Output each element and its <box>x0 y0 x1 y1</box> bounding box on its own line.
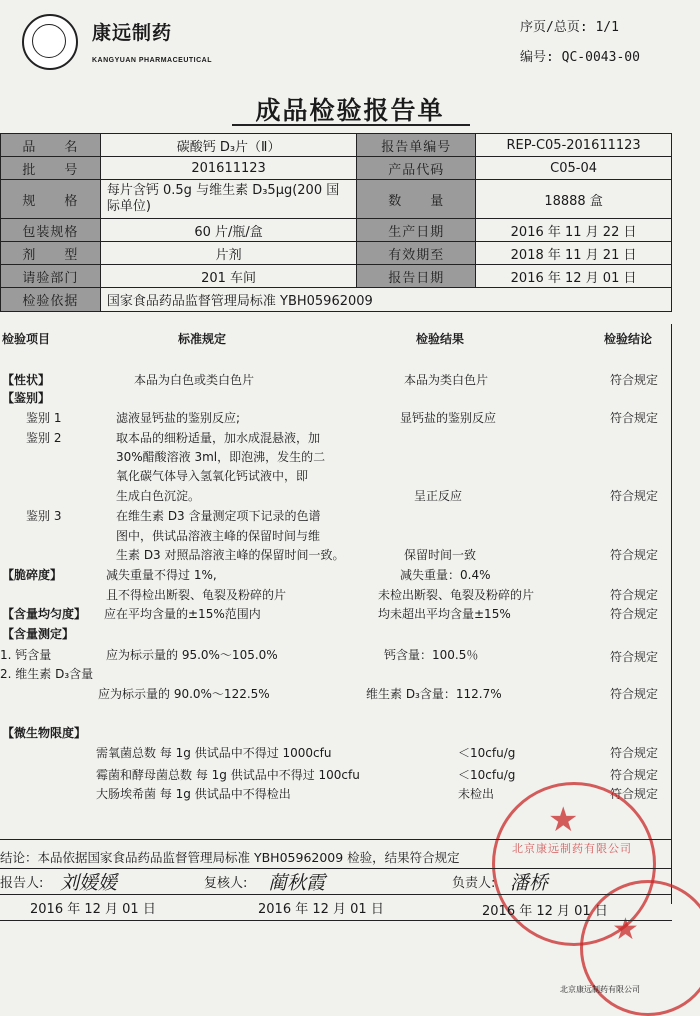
qty-label: 数 量 <box>357 180 476 219</box>
col-result-header: 检验结果 <box>416 332 465 346</box>
res-friability-line2: 未检出断裂、龟裂及粉碎的片 <box>378 588 535 602</box>
std-uniformity: 应在平均含量的±15%范围内 <box>104 607 261 621</box>
res-uniformity: 均未超出平均含量±15% <box>378 607 511 621</box>
std-ecoli: 大肠埃希菌 每 1g 供试品中不得检出 <box>96 787 291 801</box>
document-number: 编号: QC-0043-00 <box>520 50 640 65</box>
report-date-label: 报告日期 <box>357 265 476 288</box>
owner-date: 2016 年 12 月 01 日 <box>482 904 608 919</box>
std-calcium: 应为标示量的 95.0%～105.0% <box>106 648 278 662</box>
std-appearance: 本品为白色或类白色片 <box>134 373 255 387</box>
std-id1: 滤液显钙盐的鉴别反应; <box>116 411 241 425</box>
item-assay: 【含量测定】 <box>2 627 75 641</box>
divider <box>0 894 672 895</box>
page-number: 序页/总页: 1/1 <box>520 20 619 35</box>
std-friability-line1: 减失重量不得过 1%, <box>106 568 217 582</box>
ok-ecoli: 符合规定 <box>610 787 659 801</box>
item-id2: 鉴别 2 <box>26 431 62 445</box>
res-vitd3: 维生素 D₃含量：112.7% <box>366 687 502 701</box>
res-id1: 显钙盐的鉴别反应 <box>400 411 497 425</box>
company-name-en: KANGYUAN PHARMACEUTICAL <box>92 57 212 64</box>
item-vitd3: 2. 维生素 D₃含量 <box>0 667 94 681</box>
res-friability-line1: 减失重量：0.4% <box>400 568 491 582</box>
col-conclusion-header: 检验结论 <box>604 332 653 346</box>
seal-star-icon: ★ <box>548 800 579 840</box>
std-mold: 霉菌和酵母菌总数 每 1g 供试品中不得过 100cfu <box>96 768 360 782</box>
ok-id1: 符合规定 <box>610 411 659 425</box>
batch-label: 批 号 <box>1 157 101 180</box>
reviewer-label: 复核人: <box>204 876 248 891</box>
item-id1: 鉴别 1 <box>26 411 62 425</box>
res-id2: 呈正反应 <box>414 489 463 503</box>
expiry-value: 2018 年 11 月 21 日 <box>476 242 672 265</box>
std-id2-line2: 30%醋酸溶液 3ml，即泡沸，发生的二 <box>116 450 326 464</box>
item-id3: 鉴别 3 <box>26 509 62 523</box>
reporter-date: 2016 年 12 月 01 日 <box>30 902 156 917</box>
res-aerobic: ＜10cfu/g <box>458 746 516 760</box>
std-id3-line3: 生素 D3 对照品溶液主峰的保留时间一致。 <box>116 548 345 562</box>
reporter-label: 报告人: <box>0 876 44 891</box>
dept-value: 201 车间 <box>100 265 356 288</box>
reporter-signature: 刘媛媛 <box>60 872 118 894</box>
conclusion-text: 结论：本品依据国家食品药品监督管理局标准 YBH05962009 检验，结果符合规定 <box>0 850 460 865</box>
mfg-date-label: 生产日期 <box>357 219 476 242</box>
basis-value: 国家食品药品监督管理局标准 YBH05962009 <box>100 288 671 312</box>
company-logo <box>22 14 78 70</box>
owner-label: 负责人: <box>452 876 496 891</box>
product-value: 碳酸钙 D₃片（Ⅱ） <box>100 134 356 157</box>
item-uniformity: 【含量均匀度】 <box>2 607 87 621</box>
col-standard-header: 标准规定 <box>178 332 227 346</box>
pack-value: 60 片/瓶/盒 <box>100 219 356 242</box>
product-info-table <box>0 133 672 312</box>
item-microbial: 【微生物限度】 <box>2 726 87 740</box>
item-appearance: 【性状】 <box>2 373 51 387</box>
seal-text: 北京康远制药有限公司 <box>512 842 632 855</box>
form-value: 片剂 <box>100 242 356 265</box>
ok-calcium: 符合规定 <box>610 650 659 664</box>
reviewer-signature: 蔺秋霞 <box>268 872 326 894</box>
std-vitd3: 应为标示量的 90.0%～122.5% <box>98 687 270 701</box>
ok-appearance: 符合规定 <box>610 373 659 387</box>
logo-emblem-icon <box>32 24 66 58</box>
ok-friability: 符合规定 <box>610 588 659 602</box>
ok-uniformity: 符合规定 <box>610 607 659 621</box>
item-friability: 【脆碎度】 <box>2 568 63 582</box>
ok-vitd3: 符合规定 <box>610 687 659 701</box>
item-calcium: 1. 钙含量 <box>0 648 52 662</box>
report-no-value: REP-C05-201611123 <box>476 134 672 157</box>
spec-label: 规 格 <box>1 180 101 219</box>
title-underline <box>232 124 470 126</box>
company-name: 康远制药 <box>92 22 173 44</box>
std-id2-line3: 氧化碳气体导入氢氧化钙试液中，即 <box>116 469 309 483</box>
reviewer-date: 2016 年 12 月 01 日 <box>258 902 384 917</box>
dept-label: 请验部门 <box>1 265 101 288</box>
owner-signature: 潘桥 <box>510 872 549 894</box>
std-friability-line2: 且不得检出断裂、龟裂及粉碎的片 <box>106 588 287 602</box>
ok-id3: 符合规定 <box>610 548 659 562</box>
batch-value: 201611123 <box>100 157 356 180</box>
res-id3: 保留时间一致 <box>404 548 477 562</box>
ok-mold: 符合规定 <box>610 768 659 782</box>
spec-value: 每片含钙 0.5g 与维生素 D₃5μg(200 国际单位) <box>100 180 356 219</box>
res-appearance: 本品为类白色片 <box>404 373 489 387</box>
res-ecoli: 未检出 <box>458 787 495 801</box>
divider <box>0 920 672 921</box>
report-no-label: 报告单编号 <box>357 134 476 157</box>
product-label: 品 名 <box>1 134 101 157</box>
std-id3-line1: 在维生素 D3 含量测定项下记录的色谱 <box>116 509 321 523</box>
std-aerobic: 需氧菌总数 每 1g 供试品中不得过 1000cfu <box>96 746 332 760</box>
footer-text: 北京康远制药有限公司 <box>560 985 640 994</box>
mfg-date-value: 2016 年 11 月 22 日 <box>476 219 672 242</box>
report-date-value: 2016 年 12 月 01 日 <box>476 265 672 288</box>
ok-id2: 符合规定 <box>610 489 659 503</box>
col-item-header: 检验项目 <box>2 332 51 346</box>
form-label: 剂 型 <box>1 242 101 265</box>
table-right-border <box>671 324 672 904</box>
std-id2-line1: 取本品的细粉适量，加水成混悬液，加 <box>116 431 321 445</box>
pack-label: 包装规格 <box>1 219 101 242</box>
seal2-star-icon: ★ <box>612 912 639 947</box>
res-calcium: 钙含量：100.5％ <box>384 648 479 662</box>
qty-value: 18888 盒 <box>476 180 672 219</box>
code-value: C05-04 <box>476 157 672 180</box>
res-mold: ＜10cfu/g <box>458 768 516 782</box>
std-id3-line2: 图中，供试品溶液主峰的保留时间与维 <box>116 529 321 543</box>
item-identification: 【鉴别】 <box>2 391 51 405</box>
code-label: 产品代码 <box>357 157 476 180</box>
std-id2-line4: 生成白色沉淀。 <box>116 489 201 503</box>
page-title: 成品检验报告单 <box>255 96 445 125</box>
ok-aerobic: 符合规定 <box>610 746 659 760</box>
basis-label: 检验依据 <box>1 288 101 312</box>
divider <box>0 839 672 840</box>
expiry-label: 有效期至 <box>357 242 476 265</box>
